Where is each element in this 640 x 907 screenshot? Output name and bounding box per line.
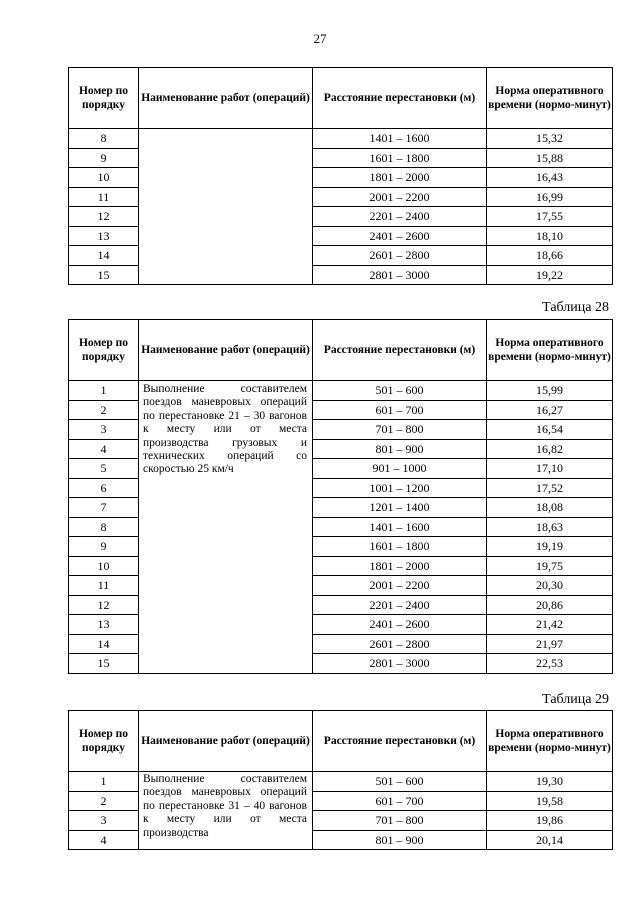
distance-cell: 1401 – 1600 <box>313 129 487 149</box>
header-col3: Расстояние перестановки (м) <box>313 711 487 772</box>
norm-time-cell: 18,10 <box>487 226 613 246</box>
row-number: 5 <box>69 459 139 479</box>
row-number: 6 <box>69 478 139 498</box>
distance-cell: 701 – 800 <box>313 811 487 831</box>
distance-cell: 2801 – 3000 <box>313 654 487 674</box>
row-number: 4 <box>69 439 139 459</box>
header-col4: Норма оперативного времени (нормо-минут) <box>487 320 613 381</box>
header-col4: Норма оперативного времени (нормо-минут) <box>487 711 613 772</box>
norm-time-cell: 16,82 <box>487 439 613 459</box>
row-number: 11 <box>69 576 139 596</box>
distance-cell: 2801 – 3000 <box>313 265 487 285</box>
norm-time-cell: 19,58 <box>487 791 613 811</box>
row-number: 9 <box>69 148 139 168</box>
header-col4: Норма оперативного времени (нормо-минут) <box>487 68 613 129</box>
header-col1: Номер по порядку <box>69 711 139 772</box>
table-row <box>69 129 613 149</box>
row-number: 15 <box>69 654 139 674</box>
norm-time-cell: 21,97 <box>487 634 613 654</box>
distance-cell: 1801 – 2000 <box>313 168 487 188</box>
norm-time-cell: 17,52 <box>487 478 613 498</box>
norm-time-cell: 22,53 <box>487 654 613 674</box>
row-number: 14 <box>69 634 139 654</box>
operation-description: Выполнение составителем поездов маневровых операций по перестановке 21 – 30 вагонов к месту или от места производства грузовых и технических операций со скоростью 25 км/ч <box>139 381 313 674</box>
row-number: 1 <box>69 381 139 401</box>
row-number: 12 <box>69 207 139 227</box>
header-row <box>69 711 613 772</box>
page-number: 27 <box>313 31 327 46</box>
distance-cell: 501 – 600 <box>313 381 487 401</box>
row-number: 12 <box>69 595 139 615</box>
distance-cell: 901 – 1000 <box>313 459 487 479</box>
table-29 <box>68 710 613 850</box>
row-number: 13 <box>69 226 139 246</box>
distance-cell: 2601 – 2800 <box>313 634 487 654</box>
header-col3: Расстояние перестановки (м) <box>313 320 487 381</box>
row-number: 4 <box>69 830 139 850</box>
distance-cell: 2601 – 2800 <box>313 246 487 266</box>
table-row <box>69 772 613 792</box>
table-continued <box>68 67 613 285</box>
distance-cell: 801 – 900 <box>313 830 487 850</box>
norm-time-cell: 17,55 <box>487 207 613 227</box>
distance-cell: 1801 – 2000 <box>313 556 487 576</box>
norm-time-cell: 19,19 <box>487 537 613 557</box>
row-number: 11 <box>69 187 139 207</box>
distance-cell: 601 – 700 <box>313 400 487 420</box>
header-col2: Наименование работ (операций) <box>139 711 313 772</box>
norm-time-cell: 15,88 <box>487 148 613 168</box>
distance-cell: 601 – 700 <box>313 791 487 811</box>
norm-time-cell: 16,99 <box>487 187 613 207</box>
norm-time-cell: 19,30 <box>487 772 613 792</box>
distance-cell: 701 – 800 <box>313 420 487 440</box>
distance-cell: 1001 – 1200 <box>313 478 487 498</box>
norm-time-cell: 16,27 <box>487 400 613 420</box>
row-number: 15 <box>69 265 139 285</box>
norm-time-cell: 17,10 <box>487 459 613 479</box>
row-number: 2 <box>69 400 139 420</box>
row-number: 8 <box>69 517 139 537</box>
norm-time-cell: 18,66 <box>487 246 613 266</box>
header-col3: Расстояние перестановки (м) <box>313 68 487 129</box>
table-28 <box>68 319 613 674</box>
table-29-caption: Таблица 29 <box>542 692 609 707</box>
row-number: 3 <box>69 420 139 440</box>
row-number: 14 <box>69 246 139 266</box>
distance-cell: 2001 – 2200 <box>313 187 487 207</box>
norm-time-cell: 18,63 <box>487 517 613 537</box>
distance-cell: 1201 – 1400 <box>313 498 487 518</box>
table-28-caption: Таблица 28 <box>542 300 609 315</box>
norm-time-cell: 20,30 <box>487 576 613 596</box>
distance-cell: 801 – 900 <box>313 439 487 459</box>
norm-time-cell: 15,99 <box>487 381 613 401</box>
header-col1: Номер по порядку <box>69 68 139 129</box>
norm-time-cell: 20,14 <box>487 830 613 850</box>
norm-time-cell: 19,86 <box>487 811 613 831</box>
distance-cell: 1601 – 1800 <box>313 148 487 168</box>
operation-description: Выполнение составителем поездов маневровых операций по перестановке 31 – 40 вагонов к месту или от места производства <box>139 772 313 850</box>
norm-time-cell: 18,08 <box>487 498 613 518</box>
row-number: 7 <box>69 498 139 518</box>
distance-cell: 501 – 600 <box>313 772 487 792</box>
header-col2: Наименование работ (операций) <box>139 68 313 129</box>
header-col1: Номер по порядку <box>69 320 139 381</box>
norm-time-cell: 16,43 <box>487 168 613 188</box>
table-row <box>69 381 613 401</box>
distance-cell: 2001 – 2200 <box>313 576 487 596</box>
distance-cell: 2201 – 2400 <box>313 595 487 615</box>
row-number: 10 <box>69 556 139 576</box>
operation-description <box>139 129 313 285</box>
row-number: 3 <box>69 811 139 831</box>
row-number: 10 <box>69 168 139 188</box>
row-number: 13 <box>69 615 139 635</box>
norm-time-cell: 15,32 <box>487 129 613 149</box>
header-row <box>69 320 613 381</box>
distance-cell: 2401 – 2600 <box>313 226 487 246</box>
norm-time-cell: 20,86 <box>487 595 613 615</box>
header-row <box>69 68 613 129</box>
norm-time-cell: 16,54 <box>487 420 613 440</box>
row-number: 2 <box>69 791 139 811</box>
row-number: 8 <box>69 129 139 149</box>
row-number: 1 <box>69 772 139 792</box>
norm-time-cell: 19,75 <box>487 556 613 576</box>
distance-cell: 1601 – 1800 <box>313 537 487 557</box>
distance-cell: 2201 – 2400 <box>313 207 487 227</box>
header-col2: Наименование работ (операций) <box>139 320 313 381</box>
distance-cell: 2401 – 2600 <box>313 615 487 635</box>
norm-time-cell: 19,22 <box>487 265 613 285</box>
distance-cell: 1401 – 1600 <box>313 517 487 537</box>
row-number: 9 <box>69 537 139 557</box>
norm-time-cell: 21,42 <box>487 615 613 635</box>
